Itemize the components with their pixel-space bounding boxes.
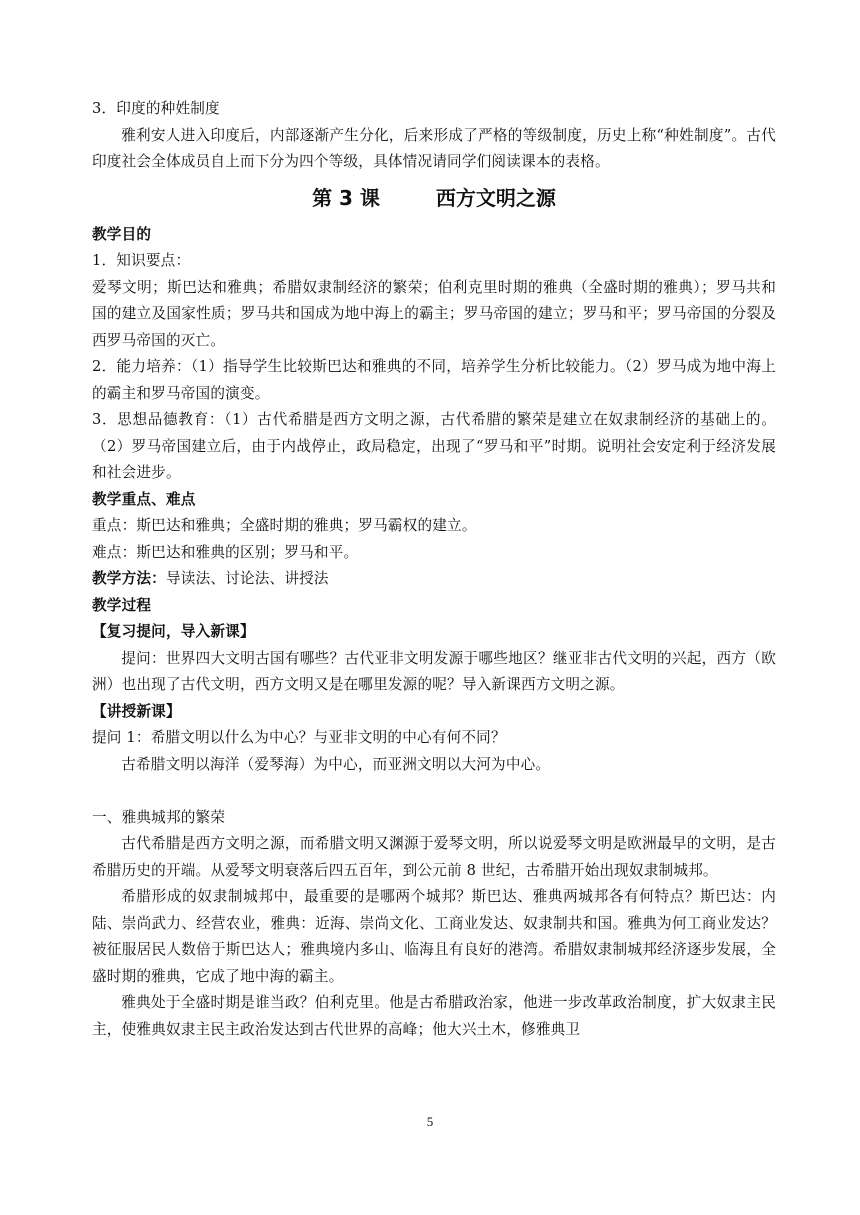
review-heading: 【复习提问，导入新课】 [92, 623, 255, 640]
lesson-number: 第 3 课 [312, 185, 380, 210]
process-heading: 教学过程 [92, 596, 152, 614]
india-caste-heading: 3．印度的种姓制度 [92, 100, 220, 117]
answer-1: 古希腊文明以海洋（爱琴海）为中心，而亚洲文明以大河为中心。 [121, 755, 551, 773]
page-number: 5 [426, 1114, 434, 1129]
ability-text: 2．能力培养：（1）指导学生比较斯巴达和雅典的不同，培养学生分析比较能力。（2）罗马成为地中海上的霸主和罗马帝国的演变。 [92, 358, 776, 402]
key-point-text: 重点：斯巴达和雅典；全盛时期的雅典；罗马霸权的建立。 [92, 517, 477, 534]
lesson-name: 西方文明之源 [435, 185, 556, 210]
india-caste-paragraph: 雅利安人进入印度后，内部逐渐产生分化，后来形成了严格的等级制度，历史上称“种姓制度”。古代印度社会全体成员自上而下分为四个等级，具体情况请同学们阅读课本的表格。 [92, 126, 776, 170]
question-1: 提问 1：希腊文明以什么为中心？与亚非文明的中心有何不同？ [92, 729, 506, 746]
knowledge-text: 爱琴文明；斯巴达和雅典；希腊奴隶制经济的繁荣；伯利克里时期的雅典（全盛时期的雅典）；罗马共和国的建立及国家性质；罗马共和国成为地中海上的霸主；罗马帝国的建立；罗马和平；罗马帝国的分裂及西罗马帝国的灭亡。 [92, 278, 776, 349]
section-1-paragraph-3: 雅典处于全盛时期是谁当政？伯利克里。他是古希腊政治家，他进一步改革政治制度，扩大奴隶主民主，使雅典奴隶主民主政治发达到古代世界的高峰；他大兴土木，修雅典卫 [92, 994, 776, 1038]
objectives-heading: 教学目的 [92, 225, 152, 243]
methods-label: 教学方法： [92, 570, 166, 587]
lesson-title [92, 183, 776, 213]
document-page [92, 96, 776, 1043]
new-lesson-heading: 【讲授新课】 [92, 702, 181, 720]
section-1-heading: 一、雅典城邦的繁荣 [92, 808, 226, 826]
moral-text: 3．思想品德教育：（1）古代希腊是西方文明之源，古代希腊的繁荣是建立在奴隶制经济的基础上的。（2）罗马帝国建立后，由于内战停止，政局稳定，出现了“罗马和平”时期。说明社会安定利于经济发展和社会进步。 [92, 411, 776, 481]
knowledge-label: 1．知识要点： [92, 252, 191, 269]
section-1-paragraph-1: 古代希腊是西方文明之源，而希腊文明又渊源于爱琴文明，所以说爱琴文明是欧洲最早的文明，是古希腊历史的开端。从爱琴文明衰落后四五百年，到公元前 8 世纪，古希腊开始出现奴隶制城邦。 [92, 835, 776, 879]
section-1-paragraph-2: 希腊形成的奴隶制城邦中，最重要的是哪两个城邦？斯巴达、雅典两城邦各有何特点？斯巴达：内陆、崇尚武力、经营农业，雅典：近海、崇尚文化、工商业发达、奴隶制共和国。雅典为何工商业发达？被征服居民人数倍于斯巴达人；雅典境内多山、临海且有良好的港湾。希腊奴隶制城邦经济逐步发展，全盛时期的雅典，它成了地中海的霸主。 [92, 888, 776, 985]
difficult-point-text: 难点：斯巴达和雅典的区别；罗马和平。 [92, 543, 359, 561]
key-points-heading: 教学重点、难点 [92, 490, 196, 508]
methods-line [92, 566, 776, 593]
methods-text: 导读法、讨论法、讲授法 [165, 570, 329, 587]
blank-line [92, 778, 776, 805]
review-text: 提问：世界四大文明古国有哪些？古代亚非文明发源于哪些地区？继亚非古代文明的兴起，西方（欧洲）也出现了古代文明，西方文明又是在哪里发源的呢？导入新课西方文明之源。 [92, 649, 776, 693]
